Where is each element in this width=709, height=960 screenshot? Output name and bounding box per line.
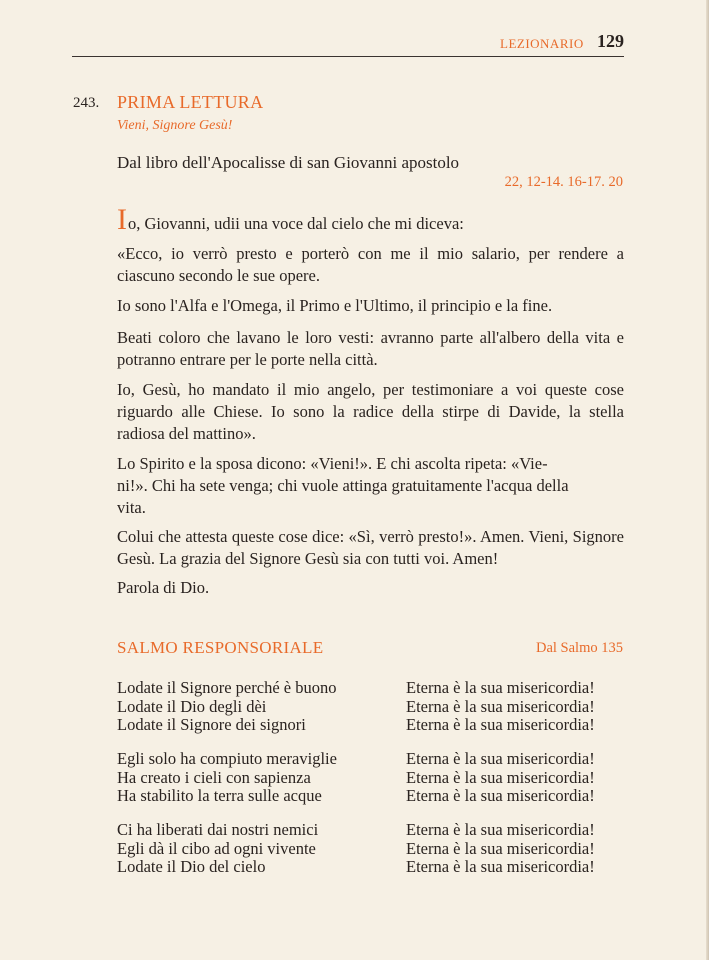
paragraph-6-line: ni!». Chi ha sete venga; chi vuole attinga gratuitamente l'acqua della (117, 476, 569, 495)
psalm-title: SALMO RESPONSORIALE (117, 638, 324, 657)
psalm-row (117, 679, 637, 698)
psalm-verse: Lodate il Signore dei signori (117, 715, 306, 734)
psalm-row (117, 840, 637, 859)
psalm-row (117, 716, 637, 735)
reading-reference: 22, 12-14. 16-17. 20 (504, 174, 623, 190)
psalm-reference: Dal Salmo 135 (536, 640, 623, 656)
psalm-row (117, 698, 637, 717)
psalm-verse: Egli dà il cibo ad ogni vivente (117, 838, 316, 858)
psalm-verse: Ha creato i cieli con sapienza (117, 767, 311, 787)
psalm-verse: Lodate il Dio del cielo (117, 857, 266, 876)
psalm-row (117, 821, 637, 840)
psalm-verse: Lodate il Signore perché è buono (117, 678, 337, 697)
page-number: 129 (597, 31, 624, 51)
paragraph-1-text: o, Giovanni, udii una voce dal cielo che mi diceva: (128, 214, 464, 233)
psalm-response: Eterna è la sua misericordia! (406, 857, 595, 876)
reading-subtitle: Vieni, Signore Gesù! (117, 118, 233, 133)
psalm-row (117, 858, 637, 877)
paragraph-6-line: Lo Spirito e la sposa dicono: «Vieni!». E chi ascolta ripeta: «Vie- (117, 454, 548, 473)
psalm-response: Eterna è la sua misericordia! (406, 767, 595, 787)
reading-source: Dal libro dell'Apocalisse di san Giovanni apostolo (117, 153, 460, 172)
paragraph-4: Beati coloro che lavano le loro vesti: avranno parte all'albero della vita e potranno entrare per le porte nella città. (117, 328, 624, 369)
paragraph-6-line: vita. (117, 498, 146, 517)
reading-title: PRIMA LETTURA (117, 92, 264, 112)
psalm-row (117, 787, 637, 806)
paragraph-1 (117, 203, 624, 236)
psalm-response: Eterna è la sua misericordia! (406, 820, 595, 839)
reading-number: 243. (73, 95, 100, 111)
running-header-section: LEZIONARIO (500, 36, 584, 51)
drop-cap: I (117, 203, 127, 236)
psalm-row (117, 769, 637, 788)
psalm-stanza (117, 821, 637, 877)
header-rule (72, 56, 624, 57)
psalm-row (117, 750, 637, 769)
psalm-stanza (117, 750, 637, 806)
psalm-verse: Egli solo ha compiuto meraviglie (117, 749, 337, 768)
psalm-response: Eterna è la sua misericordia! (406, 786, 595, 805)
paragraph-5: Io, Gesù, ho mandato il mio angelo, per testimoniare a voi queste cose riguardo alle Chiese. Io sono la radice della stirpe di Davide, la stella radiosa del mattino». (117, 380, 624, 443)
psalm-response: Eterna è la sua misericordia! (406, 678, 595, 697)
paragraph-2: «Ecco, io verrò presto e porterò con me il mio salario, per rendere a ciascuno secondo le sue opere. (117, 244, 624, 285)
closing-formula: Parola di Dio. (117, 578, 210, 597)
paragraph-3: Io sono l'Alfa e l'Omega, il Primo e l'Ultimo, il principio e la fine. (117, 296, 553, 315)
psalm-response: Eterna è la sua misericordia! (406, 838, 595, 858)
psalm-stanza (117, 679, 637, 735)
psalm-verse: Ci ha liberati dai nostri nemici (117, 820, 319, 839)
psalm-response: Eterna è la sua misericordia! (406, 749, 595, 768)
psalm-response: Eterna è la sua misericordia! (406, 715, 595, 734)
paragraph-6 (117, 453, 624, 519)
psalm-verse: Lodate il Dio degli dèi (117, 696, 267, 716)
psalm-verse: Ha stabilito la terra sulle acque (117, 786, 322, 805)
psalm-response: Eterna è la sua misericordia! (406, 696, 595, 716)
paragraph-7: Colui che attesta queste cose dice: «Sì, verrò presto!». Amen. Vieni, Signore Gesù. La grazia del Signore Gesù sia con tutti voi. Amen! (117, 527, 624, 568)
